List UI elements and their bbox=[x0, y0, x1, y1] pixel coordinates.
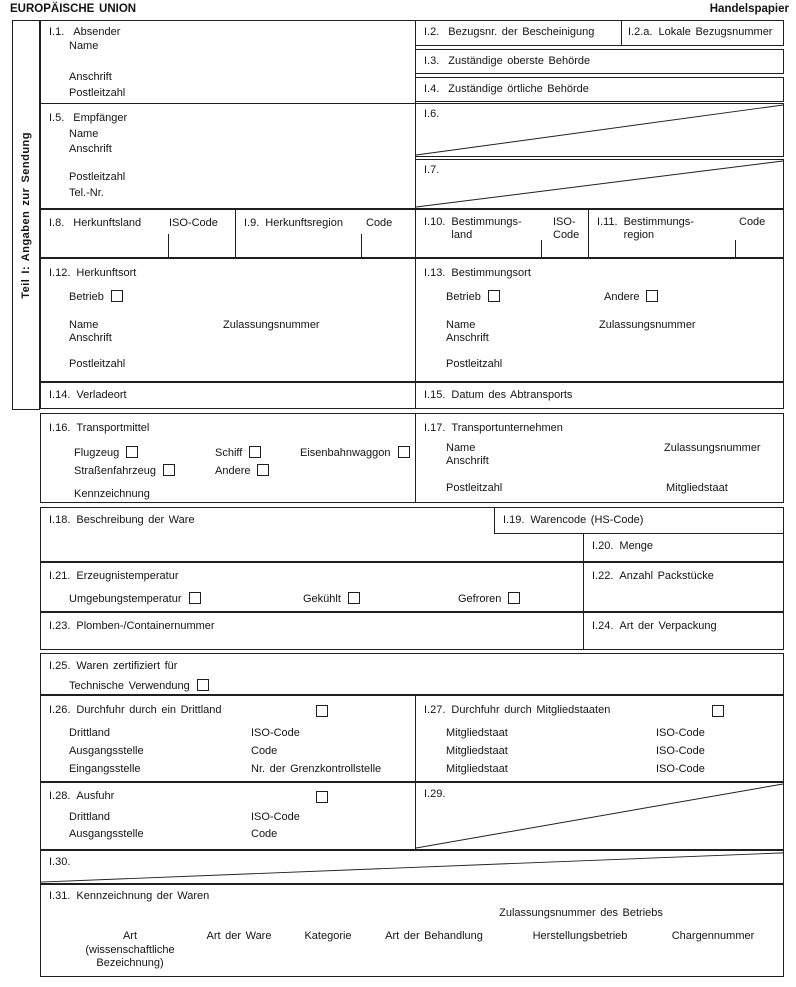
column-header-nature-of-commodity: Art der Ware bbox=[206, 930, 272, 942]
field-number: I.18. bbox=[49, 514, 71, 526]
field-i23-seal-container-number bbox=[40, 612, 584, 650]
establishment-checkbox[interactable] bbox=[488, 290, 500, 302]
column-header-batch-number: Chargennummer bbox=[671, 930, 755, 942]
field-i30-not-applicable bbox=[40, 850, 784, 884]
iso-code-label: ISO-Code bbox=[656, 763, 705, 775]
field-label: Bestimmungs- land bbox=[451, 216, 522, 241]
field-label: Kennzeichnung der Waren bbox=[76, 890, 210, 902]
name-label: Name bbox=[446, 442, 476, 454]
field-i6-not-applicable bbox=[415, 103, 784, 157]
field-number: I.12. bbox=[49, 267, 71, 279]
field-i20-quantity bbox=[583, 533, 784, 562]
field-label: Durchfuhr durch ein Drittland bbox=[76, 704, 222, 716]
field-i2a-local-ref bbox=[621, 20, 784, 46]
approval-number-label: Zulassungsnummer bbox=[664, 442, 761, 454]
field-label: Herkunftsort bbox=[76, 267, 137, 279]
approval-number-label: Zulassungsnummer bbox=[599, 319, 696, 331]
field-i7-not-applicable bbox=[415, 159, 784, 209]
diagonal-line bbox=[416, 160, 783, 208]
transit-member-states-checkbox[interactable] bbox=[712, 705, 724, 717]
phone-label: Tel.-Nr. bbox=[69, 187, 104, 199]
iso-code-label: ISO-Code bbox=[656, 727, 705, 739]
field-number: I.27. bbox=[424, 704, 446, 716]
field-number: I.30. bbox=[49, 856, 71, 868]
field-label: Art der Verpackung bbox=[619, 620, 717, 632]
approval-number-heading: Zulassungsnummer des Betriebs bbox=[499, 907, 663, 919]
field-label: Herkunftsregion bbox=[265, 217, 343, 229]
field-number: I.31. bbox=[49, 890, 71, 902]
field-number: I.25. bbox=[49, 660, 71, 672]
field-label: Transportunternehmen bbox=[451, 422, 563, 434]
field-i3-central-authority bbox=[415, 49, 784, 74]
postal-code-label: Postleitzahl bbox=[446, 482, 503, 494]
field-i1-consignor bbox=[40, 20, 416, 104]
code-label: Code bbox=[366, 217, 393, 229]
field-number: I.1. bbox=[49, 26, 65, 38]
field-i14-place-of-loading bbox=[40, 382, 416, 409]
field-number: I.14. bbox=[49, 389, 71, 401]
name-label: Name bbox=[69, 40, 99, 52]
other-checkbox[interactable] bbox=[257, 464, 269, 476]
field-label: Erzeugnistemperatur bbox=[76, 570, 179, 582]
member-state-label: Mitgliedstaat bbox=[446, 745, 508, 757]
field-label: Bestimmungs- region bbox=[623, 216, 694, 241]
field-number: I.28. bbox=[49, 790, 71, 802]
airplane-option: Flugzeug bbox=[74, 446, 138, 460]
field-label: Bezugsnr. der Bescheinigung bbox=[448, 26, 595, 38]
field-number: I.24. bbox=[592, 620, 614, 632]
code-label: Code bbox=[739, 216, 766, 228]
name-label: Name bbox=[446, 319, 476, 331]
diagonal-line bbox=[416, 104, 783, 156]
field-i13-place-of-destination bbox=[415, 258, 784, 382]
field-i2-certificate-ref bbox=[415, 20, 622, 46]
postal-code-label: Postleitzahl bbox=[446, 358, 503, 370]
other-checkbox[interactable] bbox=[646, 290, 658, 302]
transit-third-country-checkbox[interactable] bbox=[316, 705, 328, 717]
field-label: Lokale Bezugsnummer bbox=[658, 26, 773, 38]
field-label: Warencode (HS-Code) bbox=[530, 514, 644, 526]
airplane-checkbox[interactable] bbox=[126, 446, 138, 458]
field-number: I.23. bbox=[49, 620, 71, 632]
field-label: Beschreibung der Ware bbox=[76, 514, 195, 526]
field-number: I.17. bbox=[424, 422, 446, 434]
page-title: EUROPÄISCHE UNION bbox=[10, 3, 137, 15]
ambient-option: Umgebungstemperatur bbox=[69, 592, 201, 606]
field-number: I.4. bbox=[424, 83, 440, 95]
field-number: I.7. bbox=[424, 164, 440, 176]
field-label: Anzahl Packstücke bbox=[619, 570, 714, 582]
column-header-category: Kategorie bbox=[304, 930, 352, 942]
field-label: Menge bbox=[619, 540, 654, 552]
field-number: I.11. bbox=[597, 216, 618, 228]
exit-point-label: Ausgangsstelle bbox=[69, 828, 144, 840]
field-number: I.9. bbox=[244, 217, 260, 229]
field-i25-commodities-certified-for bbox=[40, 653, 784, 695]
field-i12-place-of-origin bbox=[40, 258, 416, 382]
field-label: Plomben-/Containernummer bbox=[76, 620, 215, 632]
postal-code-label: Postleitzahl bbox=[69, 358, 126, 370]
technical-use-checkbox[interactable] bbox=[197, 679, 209, 691]
member-state-label: Mitgliedstaat bbox=[446, 727, 508, 739]
field-i28-export bbox=[40, 782, 416, 850]
diagonal-line bbox=[41, 851, 783, 883]
establishment-checkbox[interactable] bbox=[111, 290, 123, 302]
iso-code-label: ISO-Code bbox=[251, 811, 300, 823]
field-label: Datum des Abtransports bbox=[451, 389, 573, 401]
field-i26-transit-third-country bbox=[40, 695, 416, 782]
field-number: I.15. bbox=[424, 389, 446, 401]
field-number: I.10. bbox=[424, 216, 446, 228]
part-1-label: Teil I: Angaben zur Sendung bbox=[20, 131, 32, 299]
field-number: I.2. bbox=[424, 26, 440, 38]
field-number: I.19. bbox=[503, 514, 525, 526]
field-number: I.21. bbox=[49, 570, 71, 582]
field-i24-type-of-packaging bbox=[583, 612, 784, 650]
field-i19-commodity-code bbox=[494, 507, 784, 534]
field-i22-number-of-packages bbox=[583, 562, 784, 612]
field-label: Transportmittel bbox=[76, 422, 150, 434]
divider-tick bbox=[168, 234, 169, 258]
field-i21-product-temperature bbox=[40, 562, 584, 612]
iso-code-label: ISO-Code bbox=[169, 217, 218, 229]
address-label: Anschrift bbox=[69, 143, 112, 155]
identification-label: Kennzeichnung bbox=[74, 488, 150, 500]
field-i8-country-of-origin bbox=[40, 209, 236, 258]
divider-tick bbox=[361, 234, 362, 258]
ambient-checkbox[interactable] bbox=[189, 592, 201, 604]
approval-number-label: Zulassungsnummer bbox=[223, 319, 320, 331]
field-label: Zuständige örtliche Behörde bbox=[448, 83, 589, 95]
name-label: Name bbox=[69, 128, 99, 140]
ship-option: Schiff bbox=[215, 446, 261, 460]
doc-type-label: Handelspapier bbox=[709, 3, 789, 15]
field-number: I.29. bbox=[424, 788, 446, 800]
field-label: Verladeort bbox=[76, 389, 127, 401]
road-vehicle-checkbox[interactable] bbox=[163, 464, 175, 476]
ship-checkbox[interactable] bbox=[249, 446, 261, 458]
part-1-sidebar bbox=[12, 20, 40, 410]
code-label: Code bbox=[251, 828, 278, 840]
entry-point-label: Eingangsstelle bbox=[69, 763, 141, 775]
railway-wagon-checkbox[interactable] bbox=[398, 446, 410, 458]
field-label: Empfänger bbox=[73, 112, 128, 124]
member-state-label: Mitgliedstaat bbox=[666, 482, 728, 494]
field-i9-region-of-origin bbox=[235, 209, 416, 258]
divider-tick bbox=[541, 240, 542, 258]
field-number: I.26. bbox=[49, 704, 71, 716]
address-label: Anschrift bbox=[446, 332, 489, 344]
member-state-label: Mitgliedstaat bbox=[446, 763, 508, 775]
field-number: I.13. bbox=[424, 267, 446, 279]
iso-code-label: ISO- Code bbox=[553, 216, 580, 241]
frozen-option: Gefroren bbox=[458, 592, 520, 606]
column-header-manufacturing-plant: Herstellungsbetrieb bbox=[532, 930, 628, 942]
address-label: Anschrift bbox=[446, 455, 489, 467]
export-checkbox[interactable] bbox=[316, 791, 328, 803]
field-label: Ausfuhr bbox=[76, 790, 115, 802]
frozen-checkbox[interactable] bbox=[508, 592, 520, 604]
field-i31-identification-of-commodities bbox=[40, 884, 784, 977]
field-i5-consignee bbox=[40, 103, 416, 209]
bip-number-label: Nr. der Grenzkontrollstelle bbox=[251, 763, 382, 775]
field-label: Bestimmungsort bbox=[451, 267, 531, 279]
field-i10-country-of-destination bbox=[415, 209, 589, 258]
name-label: Name bbox=[69, 319, 99, 331]
address-label: Anschrift bbox=[69, 71, 112, 83]
field-label: Waren zertifiziert für bbox=[76, 660, 178, 672]
column-header-species: Art (wissenschaftliche Bezeichnung) bbox=[85, 930, 175, 969]
chilled-checkbox[interactable] bbox=[348, 592, 360, 604]
field-i27-transit-member-states bbox=[415, 695, 784, 782]
field-i16-means-of-transport bbox=[40, 413, 416, 503]
other-option: Andere bbox=[215, 464, 269, 478]
field-number: I.8. bbox=[49, 217, 65, 229]
column-header-type-of-treatment: Art der Behandlung bbox=[385, 930, 483, 942]
field-i11-region-of-destination bbox=[588, 209, 784, 258]
field-number: I.16. bbox=[49, 422, 71, 434]
iso-code-label: ISO-Code bbox=[656, 745, 705, 757]
address-label: Anschrift bbox=[69, 332, 112, 344]
establishment-option: Betrieb bbox=[446, 290, 500, 304]
road-vehicle-option: Straßenfahrzeug bbox=[74, 464, 175, 478]
postal-code-label: Postleitzahl bbox=[69, 171, 126, 183]
field-label: Absender bbox=[73, 26, 121, 38]
field-i15-date-of-departure bbox=[415, 382, 784, 409]
field-label: Durchfuhr durch Mitgliedstaaten bbox=[451, 704, 611, 716]
divider-tick bbox=[735, 240, 736, 258]
field-label: Zuständige oberste Behörde bbox=[448, 55, 591, 67]
chilled-option: Gekühlt bbox=[303, 592, 360, 606]
code-label: Code bbox=[251, 745, 278, 757]
field-number: I.2.a. bbox=[628, 26, 653, 38]
third-country-label: Drittland bbox=[69, 811, 110, 823]
field-number: I.5. bbox=[49, 112, 65, 124]
establishment-option: Betrieb bbox=[69, 290, 123, 304]
field-number: I.22. bbox=[592, 570, 614, 582]
railway-wagon-option: Eisenbahnwaggon bbox=[300, 446, 410, 460]
third-country-label: Drittland bbox=[69, 727, 110, 739]
postal-code-label: Postleitzahl bbox=[69, 87, 126, 99]
field-i29-not-applicable bbox=[415, 782, 784, 850]
other-option: Andere bbox=[604, 290, 658, 304]
field-number: I.20. bbox=[592, 540, 614, 552]
field-label: Herkunftsland bbox=[73, 217, 142, 229]
field-number: I.3. bbox=[424, 55, 440, 67]
field-i4-local-authority bbox=[415, 77, 784, 102]
field-i17-transporter bbox=[415, 413, 784, 503]
technical-use-option: Technische Verwendung bbox=[69, 679, 209, 693]
diagonal-line bbox=[416, 783, 783, 849]
exit-point-label: Ausgangsstelle bbox=[69, 745, 144, 757]
iso-code-label: ISO-Code bbox=[251, 727, 300, 739]
field-number: I.6. bbox=[424, 108, 440, 120]
